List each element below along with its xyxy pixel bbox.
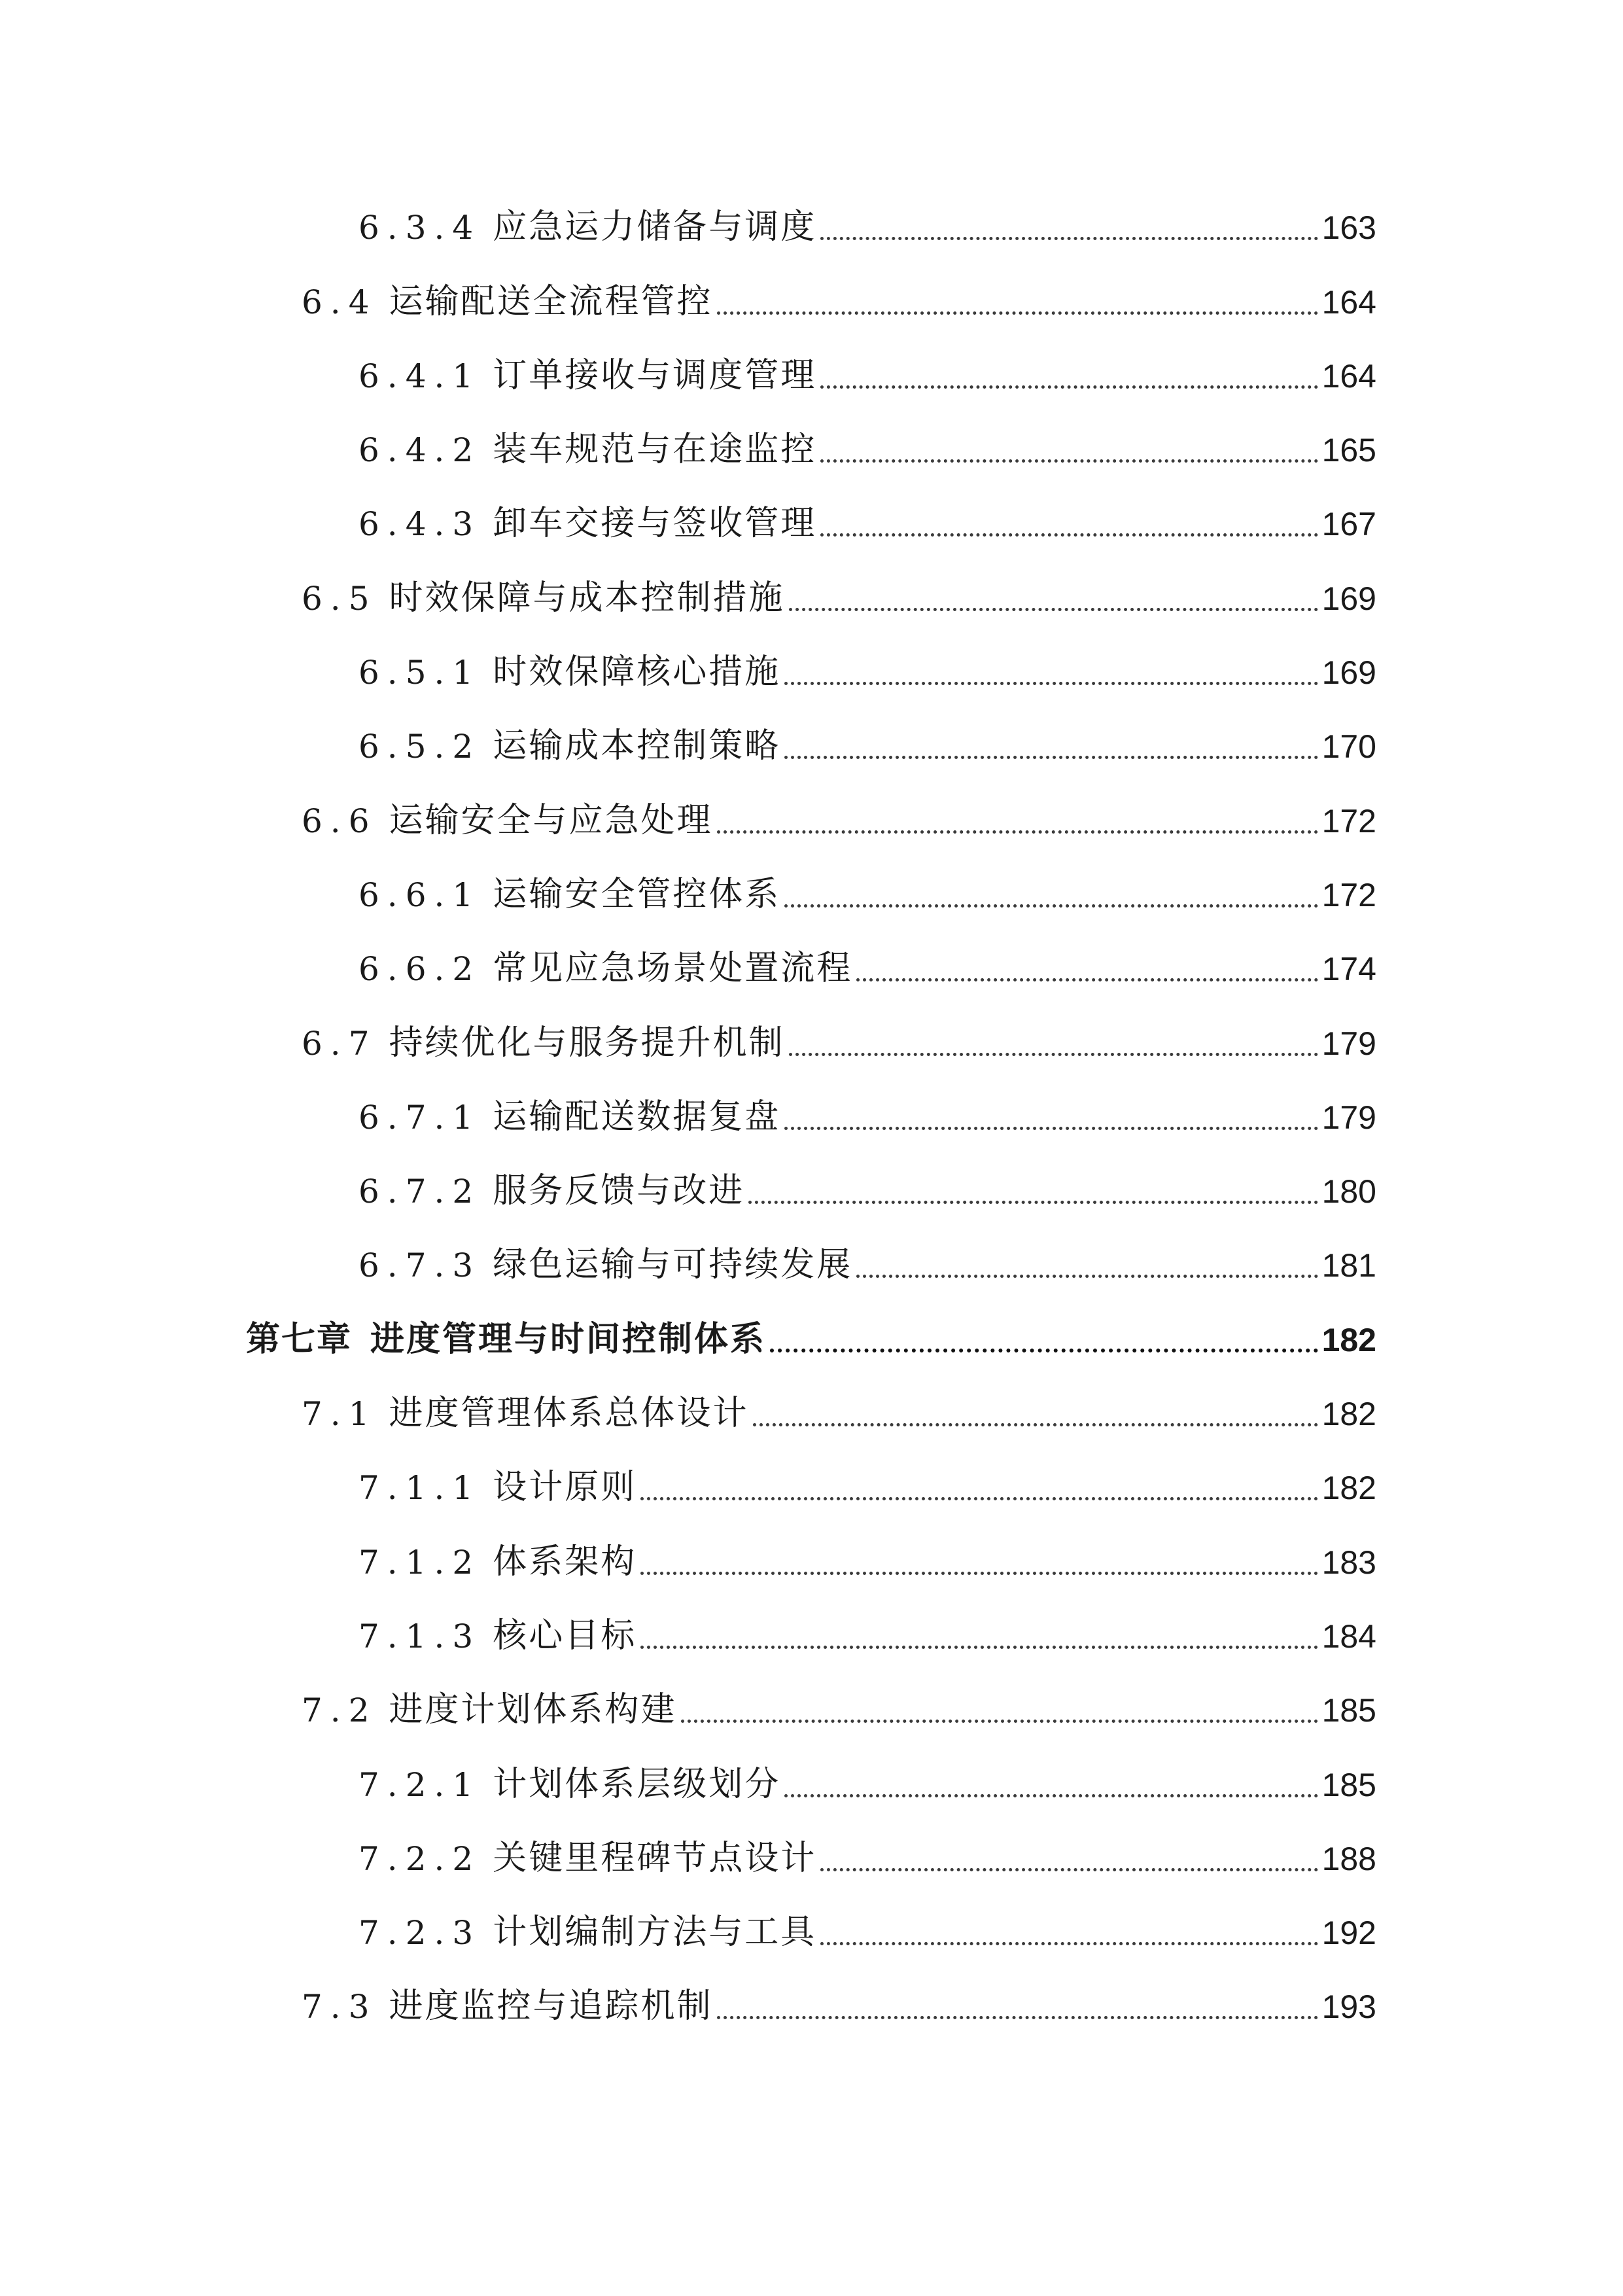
toc-dot-leader [784, 904, 1318, 908]
toc-entry-page: 179 [1321, 1099, 1376, 1136]
toc-entry-page: 167 [1321, 506, 1376, 543]
toc-entry-page: 164 [1321, 357, 1376, 395]
toc-dot-leader [640, 1646, 1318, 1649]
toc-entry-page: 188 [1321, 1840, 1376, 1877]
toc-entry-title: 运输成本控制策略 [493, 726, 781, 766]
toc-entry-page: 185 [1321, 1766, 1376, 1803]
toc-entry-page: 180 [1321, 1173, 1376, 1210]
toc-entry-number: 7.1.2 [358, 1543, 481, 1581]
table-of-contents [0, 185, 1623, 2038]
toc-entry[interactable] [0, 1074, 1623, 1148]
toc-entry-page: 174 [1321, 951, 1376, 988]
toc-entry[interactable] [0, 1667, 1623, 1741]
toc-entry-page: 182 [1321, 1321, 1376, 1358]
toc-entry[interactable] [0, 1964, 1623, 2038]
toc-dot-leader [770, 1349, 1318, 1352]
toc-entry-title: 运输配送全流程管控 [389, 281, 713, 321]
toc-dot-leader [681, 1720, 1318, 1723]
toc-entry-number: 6.7.2 [358, 1173, 481, 1211]
toc-entry[interactable] [0, 1741, 1623, 1815]
toc-entry-title: 持续优化与服务提升机制 [389, 1023, 785, 1063]
toc-entry[interactable] [0, 926, 1623, 1000]
toc-entry-page: 193 [1321, 1988, 1376, 2026]
toc-dot-leader [820, 459, 1318, 463]
toc-entry-number: 6.4.2 [358, 431, 481, 470]
toc-entry-number: 6.6.2 [358, 950, 481, 989]
toc-entry[interactable] [0, 777, 1623, 851]
toc-chapter-entry[interactable] [0, 1296, 1623, 1370]
toc-entry-title: 服务反馈与改进 [493, 1171, 745, 1211]
toc-dot-leader [789, 1053, 1318, 1056]
toc-entry[interactable] [0, 1445, 1623, 1519]
toc-entry-title: 关键里程碑节点设计 [493, 1838, 817, 1878]
toc-entry-page: 170 [1321, 728, 1376, 766]
toc-entry-title: 绿色运输与可持续发展 [493, 1245, 853, 1285]
toc-entry-number: 6.4 [302, 283, 377, 321]
toc-dot-leader [748, 1201, 1318, 1204]
toc-entry-page: 169 [1321, 580, 1376, 617]
toc-entry-title: 设计原则 [493, 1468, 637, 1508]
toc-entry[interactable] [0, 481, 1623, 555]
toc-entry-title: 时效保障与成本控制措施 [389, 578, 785, 618]
toc-entry-number: 7.2.3 [358, 1914, 481, 1952]
toc-entry-title: 体系架构 [493, 1542, 637, 1581]
toc-entry[interactable] [0, 852, 1623, 926]
toc-entry-number: 6.4.1 [358, 357, 481, 395]
toc-entry-title: 运输配送数据复盘 [493, 1097, 781, 1137]
toc-entry[interactable] [0, 185, 1623, 258]
toc-entry-number: 6.5 [302, 579, 377, 618]
toc-entry[interactable] [0, 703, 1623, 777]
toc-entry-title: 进度管理与时间控制体系 [370, 1319, 767, 1359]
toc-entry-number: 6.7 [302, 1024, 377, 1063]
toc-entry-page: 184 [1321, 1617, 1376, 1655]
toc-entry-page: 172 [1321, 876, 1376, 913]
toc-entry[interactable] [0, 333, 1623, 407]
toc-entry-title: 进度管理体系总体设计 [389, 1394, 749, 1434]
toc-entry-page: 182 [1321, 1470, 1376, 1507]
toc-dot-leader [856, 1275, 1318, 1278]
toc-entry-title: 时效保障核心措施 [493, 652, 781, 692]
toc-dot-leader [784, 1127, 1318, 1130]
toc-dot-leader [820, 533, 1318, 537]
toc-entry-page: 185 [1321, 1692, 1376, 1729]
toc-entry-number: 7.1.3 [358, 1617, 481, 1655]
toc-dot-leader [753, 1423, 1318, 1426]
toc-dot-leader [784, 682, 1318, 685]
toc-entry-title: 进度监控与追踪机制 [389, 1987, 713, 2026]
toc-entry-page: 192 [1321, 1915, 1376, 1952]
toc-entry-number: 7.2.1 [358, 1765, 481, 1804]
toc-entry-number: 6.4.3 [358, 505, 481, 544]
toc-dot-leader [856, 978, 1318, 981]
toc-entry-title: 订单接收与调度管理 [493, 355, 817, 395]
toc-entry-title: 进度计划体系构建 [389, 1690, 677, 1730]
toc-entry[interactable] [0, 1519, 1623, 1593]
toc-dot-leader [820, 1942, 1318, 1945]
toc-entry-number: 7.3 [302, 1988, 377, 2026]
toc-entry-title: 核心目标 [493, 1616, 637, 1655]
toc-entry[interactable] [0, 1890, 1623, 1964]
toc-dot-leader [820, 1868, 1318, 1871]
toc-entry-number: 6.6.1 [358, 875, 481, 914]
toc-entry-title: 计划编制方法与工具 [493, 1913, 817, 1952]
toc-entry-title: 运输安全管控体系 [493, 874, 781, 914]
toc-dot-leader [717, 311, 1318, 315]
toc-entry-page: 169 [1321, 654, 1376, 692]
toc-entry[interactable] [0, 1816, 1623, 1890]
toc-dot-leader [640, 1497, 1318, 1500]
toc-entry-page: 164 [1321, 283, 1376, 321]
toc-entry-page: 172 [1321, 802, 1376, 839]
toc-entry[interactable] [0, 629, 1623, 703]
toc-entry[interactable] [0, 1371, 1623, 1445]
toc-entry[interactable] [0, 555, 1623, 629]
toc-entry-title: 计划体系层级划分 [493, 1764, 781, 1804]
toc-entry[interactable] [0, 1593, 1623, 1667]
toc-entry[interactable] [0, 407, 1623, 481]
toc-entry-page: 181 [1321, 1247, 1376, 1284]
toc-entry-number: 7.1 [302, 1395, 377, 1434]
toc-entry-number: 6.6 [302, 802, 377, 840]
toc-entry-page: 163 [1321, 209, 1376, 247]
toc-entry[interactable] [0, 1222, 1623, 1296]
toc-dot-leader [820, 237, 1318, 240]
toc-entry-title: 运输安全与应急处理 [389, 800, 713, 840]
toc-dot-leader [717, 2016, 1318, 2019]
toc-entry-number: 6.7.1 [358, 1098, 481, 1137]
toc-entry-number: 6.5.1 [358, 654, 481, 692]
toc-entry-title: 卸车交接与签收管理 [493, 504, 817, 544]
toc-entry-title: 常见应急场景处置流程 [493, 949, 853, 989]
toc-dot-leader [784, 756, 1318, 759]
toc-entry[interactable] [0, 1148, 1623, 1222]
toc-entry-number: 7.1.1 [358, 1469, 481, 1508]
toc-dot-leader [784, 1794, 1318, 1797]
toc-dot-leader [640, 1572, 1318, 1575]
toc-entry-number: 7.2 [302, 1691, 377, 1730]
toc-dot-leader [789, 608, 1318, 611]
toc-entry-number: 7.2.2 [358, 1839, 481, 1878]
toc-dot-leader [717, 830, 1318, 834]
toc-entry-title: 应急运力储备与调度 [493, 207, 817, 247]
toc-entry-number: 第七章 [246, 1319, 353, 1359]
toc-entry-number: 6.7.3 [358, 1246, 481, 1285]
toc-entry-page: 182 [1321, 1396, 1376, 1433]
toc-entry-number: 6.5.2 [358, 728, 481, 766]
toc-entry-number: 6.3.4 [358, 209, 481, 247]
toc-entry-page: 183 [1321, 1544, 1376, 1581]
toc-dot-leader [820, 385, 1318, 389]
toc-entry[interactable] [0, 1000, 1623, 1074]
toc-entry-title: 装车规范与在途监控 [493, 430, 817, 470]
toc-entry-page: 179 [1321, 1025, 1376, 1062]
toc-entry-page: 165 [1321, 432, 1376, 469]
toc-entry[interactable] [0, 258, 1623, 332]
